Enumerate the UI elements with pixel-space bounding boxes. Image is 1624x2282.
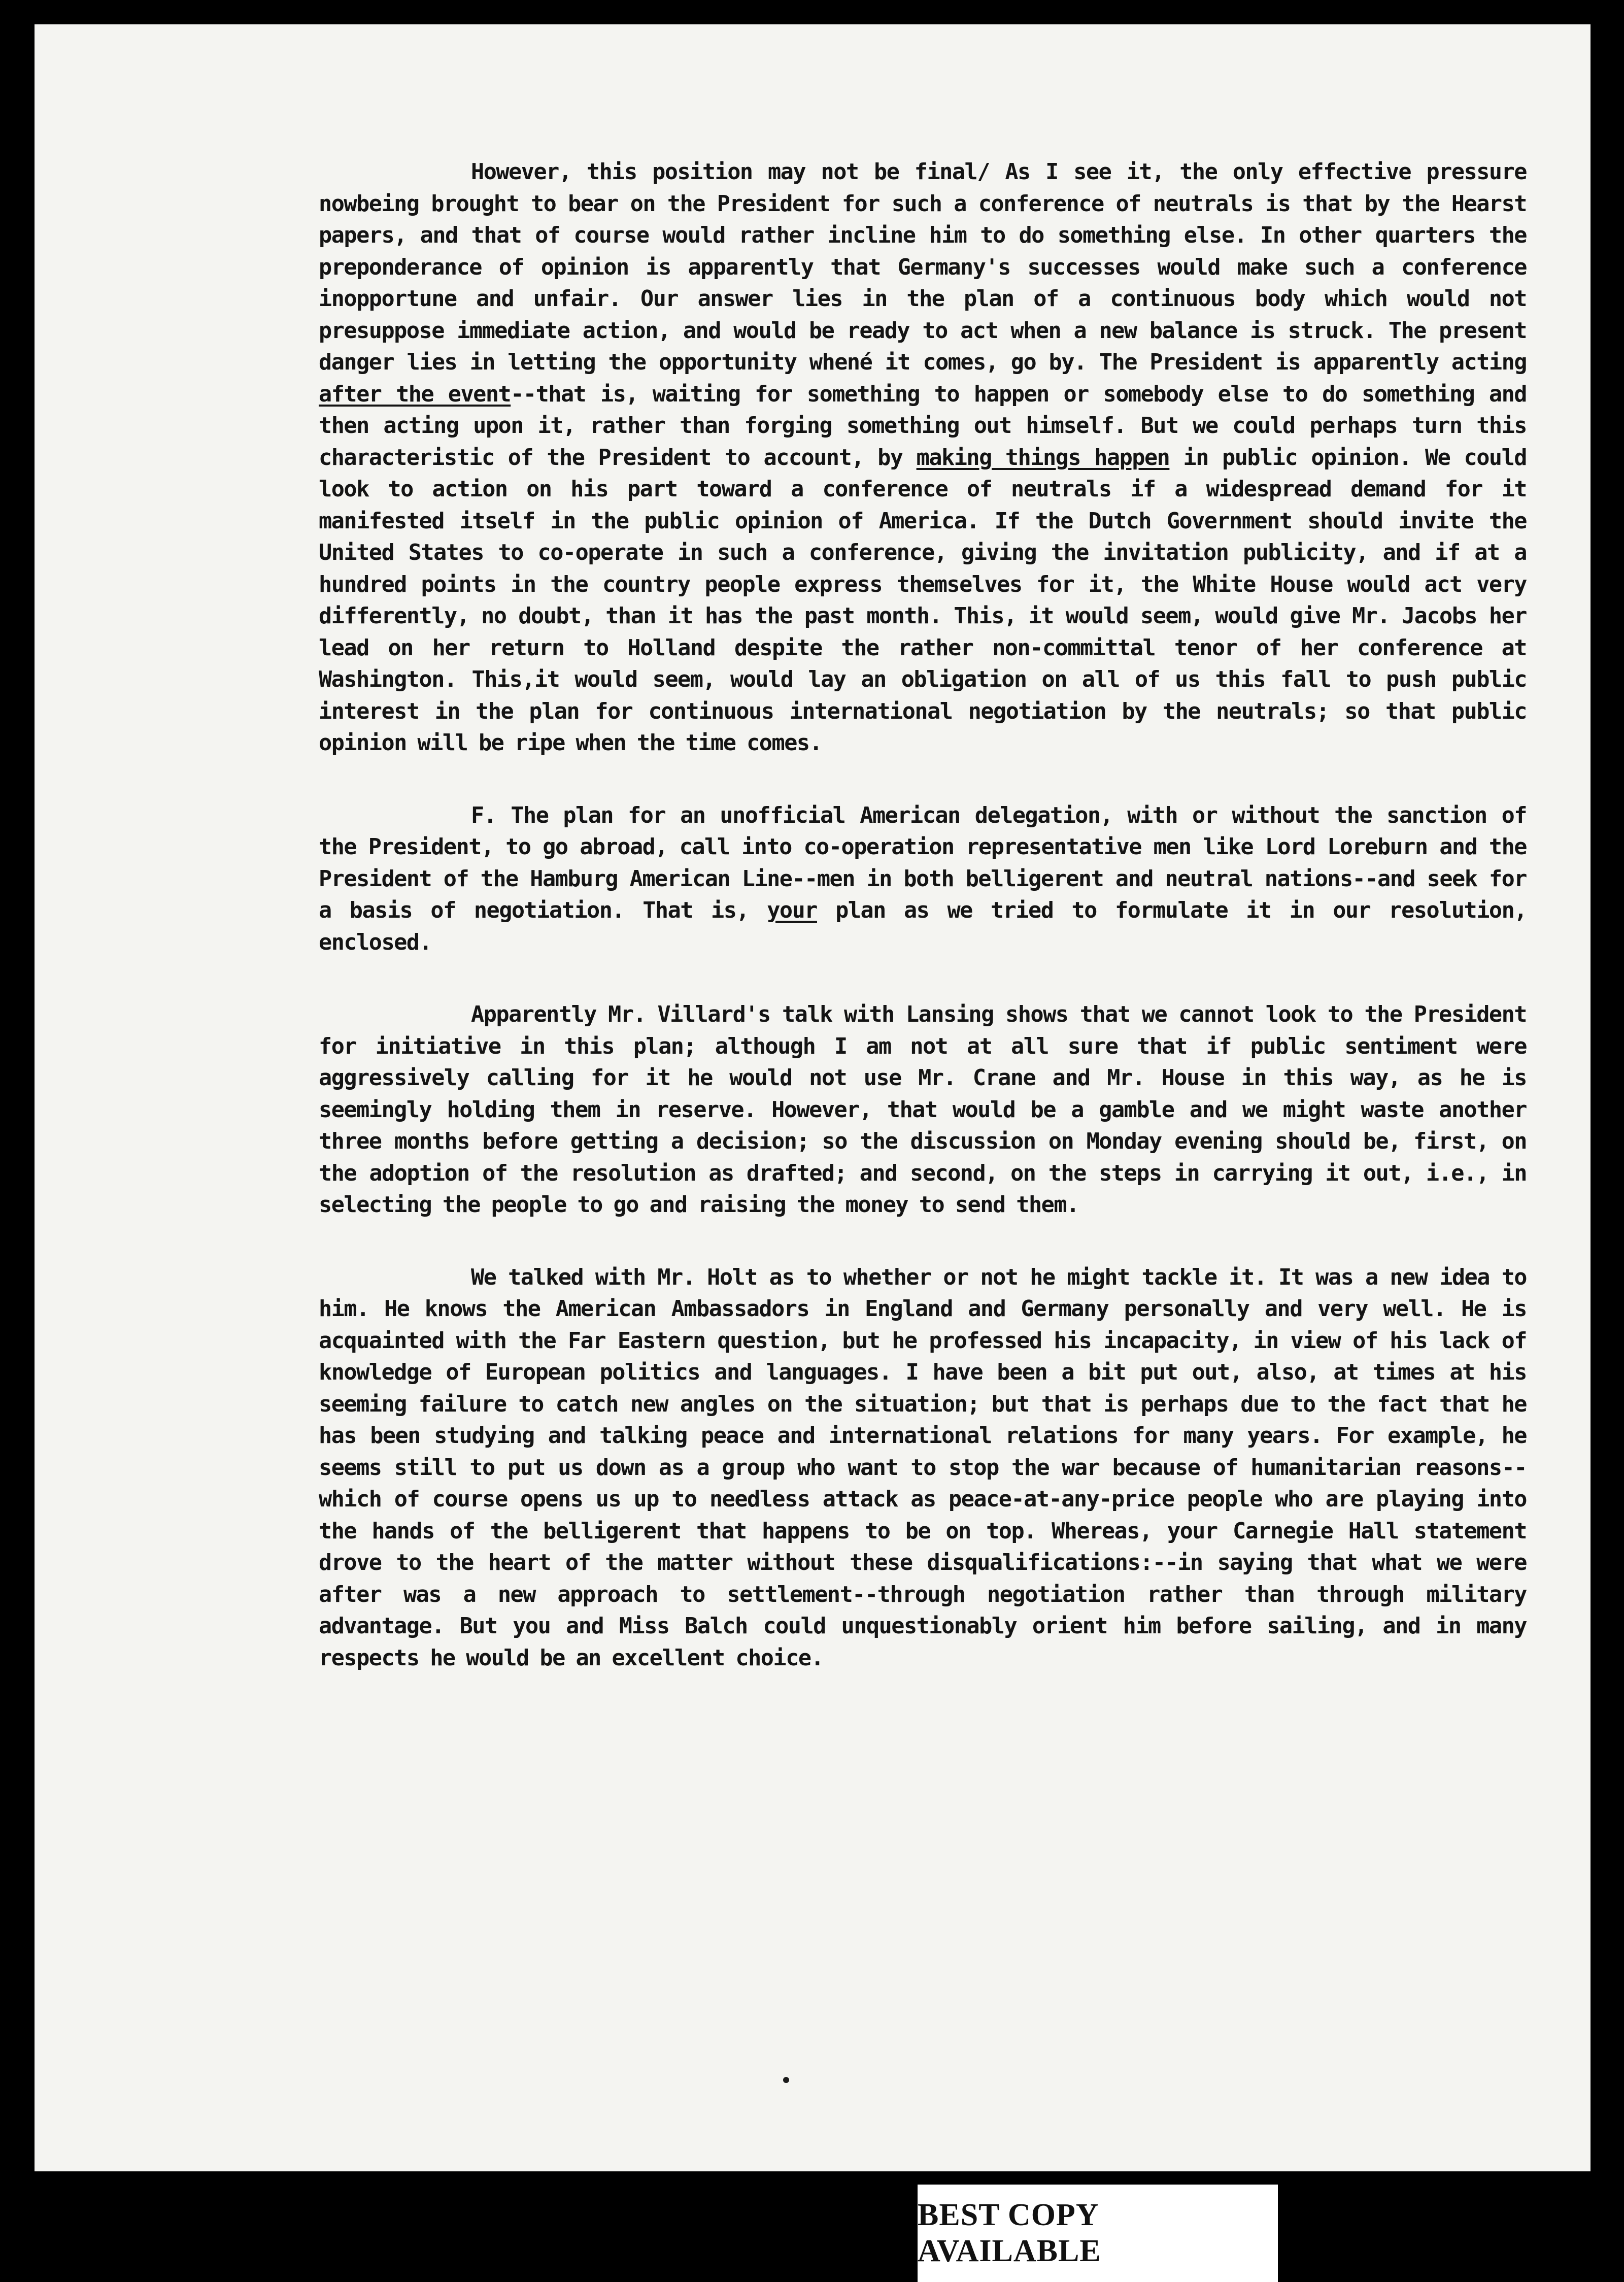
text-run: in public opinion. We could look to action on his part toward a conference of neutrals if a widespread demand for it manifested itself in the public opinion of America. If the Dutch Government should invite the United States to co-operate in such a conference, giving the invitation publicity, and if at a hundred points in the country people express themselves for it, the White House would act very differently, no doubt, than it has the past month. This, it would seem, would give Mr. Jacobs her lead on her return to Holland despite the rather non-committal tenor of her conference at Washington. This,it would seem, would lay an obligation on all of us this fall to push public interest in the plan for continuous international negotiation by the neutrals; so that public opinion will be ripe when the time comes. [319,445,1527,756]
underlined-text: your [767,898,817,923]
text-run: We talked with Mr. Holt as to whether or not he might tackle it. It was a new idea to him. He knows the American Ambassadors in England and Germany personally and very well. He is acquainted with the Far Eastern question, but he professed his incapacity, in view of his lack of knowledge of European politics and languages. I have been a bit put out, also, at times at his seeming failure to catch new angles on the situation; but that is perhaps due to the fact that he has been studying and talking peace and international relations for many years. For example, he seems still to put us down as a group who want to stop the war because of humanitarian reasons--which of course opens us up to needless attack as peace-at-any-price people who are playing into the hands of the belligerent that happens to be on top. Whereas, your Carnegie Hall statement drove to the heart of the matter without these disqualifications:--in saying that what we were after was a new approach to settlement--through negotiation rather than through military advantage. But you and Miss Balch could unquestionably orient him before sailing, and in many respects he would be an excellent choice. [319,1264,1527,1671]
best-copy-stamp [918,2185,1278,2282]
text-run: Apparently Mr. Villard's talk with Lansing shows that we cannot look to the President for initiative in this plan; although I am not at all sure that if public sentiment were aggressively calling for it he would not use Mr. Crane and Mr. House in this way, as he is seemingly holding them in reserve. However, that would be a gamble and we might waste another three months before getting a decision; so the discussion on Monday evening should be, first, on the adoption of the resolution as drafted; and second, on the steps in carrying it out, i.e., in selecting the people to go and raising the money to send them. [319,1002,1527,1218]
page-mark [783,2077,789,2083]
document-page [35,24,1591,2171]
underlined-text: after the event [319,381,511,407]
paragraph-villard-lansing [319,999,1527,1221]
paragraph-plan-f-delegation [319,800,1527,959]
text-run: plan as we tried to formulate it in our resolution, enclosed. [319,898,1527,955]
paragraph-mr-holt [319,1262,1527,1674]
text-run: However, this position may not be final/ As I see it, the only effective pressure nowbeing brought to bear on the President for such a conference of neutrals is that by the Hearst papers, and that of course would rather incline him to do something else. In other quarters the preponderance of opinion is apparently that Germany's successes would make such a conference inopportune and unfair. Our answer lies in the plan of a continuous body which would not presuppose immediate action, and would be ready to act when a new balance is struck. The present danger lies in letting the opportunity whené it comes, go by. The President is apparently acting [319,159,1527,375]
underlined-text: making things happen [916,445,1170,471]
text-run: --that is, waiting for something to happen or somebody else to do something and then acting upon it, rather than forging something out himself. But we could perhaps turn this characteristic of the President to account, by [319,381,1527,471]
best-copy-stamp-text: BEST COPY AVAILABLE [918,2198,1101,2268]
text-run: F. The plan for an unofficial American delegation, with or without the sanction of the President, to go abroad, call into co-operation representative men like Lord Loreburn and the President of the Hamburg American Line--men in both belligerent and neutral nations--and seek for a basis of negotiation. That is, [319,802,1527,923]
paragraph-pressure-on-president [319,156,1527,759]
letter-body [319,156,1527,1674]
